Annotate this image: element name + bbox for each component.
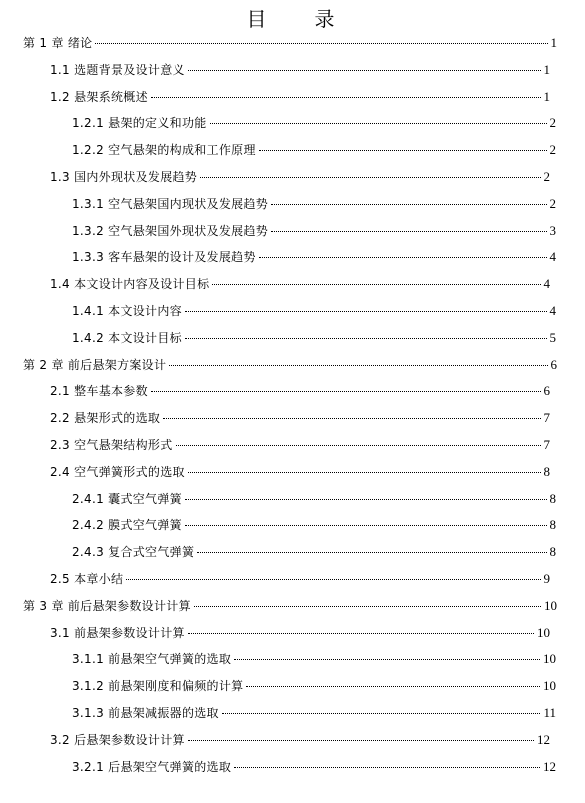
dot-leader bbox=[188, 472, 541, 473]
toc-entry[interactable] bbox=[72, 543, 556, 561]
toc-entry-label: 2.3 空气悬架结构形式 bbox=[50, 438, 173, 452]
toc-entry-page-number: 1 bbox=[550, 35, 557, 50]
toc-entry-page-number: 11 bbox=[543, 705, 556, 720]
toc-entry-label: 3.2.1 后悬架空气弹簧的选取 bbox=[72, 759, 232, 774]
toc-entry[interactable] bbox=[72, 329, 556, 347]
toc-entry[interactable] bbox=[23, 597, 557, 615]
dot-leader bbox=[212, 284, 540, 285]
toc-entry[interactable] bbox=[72, 490, 556, 508]
dot-leader bbox=[259, 150, 547, 151]
toc-entry-label: 第 1 章 绪论 bbox=[23, 36, 93, 50]
dot-leader bbox=[197, 552, 546, 553]
dot-leader bbox=[222, 713, 541, 714]
toc-entry-label: 2.2 悬架形式的选取 bbox=[50, 411, 161, 426]
toc-entry-label: 1.1 选题背景及设计意义 bbox=[50, 62, 185, 77]
dot-leader bbox=[271, 204, 546, 205]
page-title: 目 录 bbox=[246, 7, 349, 31]
toc-entry-page-number: 10 bbox=[543, 678, 556, 694]
toc-entry[interactable] bbox=[72, 302, 556, 320]
dot-leader bbox=[185, 525, 547, 526]
toc-entry[interactable] bbox=[50, 382, 550, 400]
toc-entry-label: 1.3 国内外现状及发展趋势 bbox=[50, 170, 198, 184]
toc-entry[interactable] bbox=[23, 34, 557, 52]
toc-entry[interactable] bbox=[72, 222, 556, 240]
dot-leader bbox=[169, 365, 547, 366]
dot-leader bbox=[163, 418, 540, 419]
toc-entry-page-number: 10 bbox=[543, 651, 556, 667]
toc-entry-label: 1.4.2 本文设计目标 bbox=[72, 330, 182, 345]
dot-leader bbox=[176, 445, 541, 446]
toc-entry[interactable] bbox=[72, 516, 556, 534]
toc-entry-label: 1.4.1 本文设计内容 bbox=[72, 304, 182, 318]
dot-leader bbox=[188, 70, 541, 71]
toc-entry[interactable] bbox=[50, 436, 550, 454]
toc-entry-page-number: 8 bbox=[543, 463, 550, 479]
dot-leader bbox=[259, 257, 547, 258]
dot-leader bbox=[234, 767, 540, 768]
toc-entry[interactable] bbox=[72, 650, 556, 668]
toc-entry-label: 3.1.2 前悬架刚度和偏频的计算 bbox=[72, 679, 244, 694]
dot-leader bbox=[246, 686, 540, 687]
toc-entry-page-number: 12 bbox=[537, 731, 550, 747]
dot-leader bbox=[185, 499, 547, 500]
toc-entry-page-number: 6 bbox=[550, 356, 557, 372]
dot-leader bbox=[188, 633, 534, 634]
toc-entry-page-number: 8 bbox=[549, 490, 556, 506]
toc-entry-label: 1.4 本文设计内容及设计目标 bbox=[50, 277, 210, 292]
toc-entry[interactable] bbox=[72, 114, 556, 132]
dot-leader bbox=[185, 338, 547, 339]
toc-entry-page-number: 9 bbox=[543, 571, 550, 586]
toc-entry[interactable] bbox=[72, 677, 556, 695]
dot-leader bbox=[194, 606, 541, 607]
toc-entry-label: 3.1.1 前悬架空气弹簧的选取 bbox=[72, 652, 232, 667]
toc-entry-label: 2.4 空气弹簧形式的选取 bbox=[50, 464, 185, 479]
toc-entry-label: 3.2 后悬架参数设计计算 bbox=[50, 732, 185, 747]
toc-entry[interactable] bbox=[72, 758, 556, 776]
toc-entry-page-number: 10 bbox=[537, 624, 550, 640]
toc-entry[interactable] bbox=[50, 275, 550, 293]
dot-leader bbox=[126, 579, 540, 580]
toc-entry-label: 1.3.2 空气悬架国外现状及发展趋势 bbox=[72, 223, 269, 238]
toc-entry-page-number: 4 bbox=[549, 249, 556, 265]
toc-entry-page-number: 7 bbox=[543, 437, 550, 452]
toc-entry-page-number: 4 bbox=[549, 303, 556, 318]
toc-entry[interactable] bbox=[50, 409, 550, 427]
dot-leader bbox=[185, 311, 547, 312]
dot-leader bbox=[188, 740, 534, 741]
dot-leader bbox=[95, 43, 547, 44]
toc-entry-label: 3.1 前悬架参数设计计算 bbox=[50, 625, 185, 640]
toc-entry-page-number: 2 bbox=[543, 169, 550, 184]
toc-entry-page-number: 6 bbox=[543, 383, 550, 399]
toc-entry-page-number: 8 bbox=[549, 517, 556, 533]
toc-entry-page-number: 5 bbox=[549, 329, 556, 345]
dot-leader bbox=[200, 177, 540, 178]
toc-entry-page-number: 7 bbox=[543, 410, 550, 426]
dot-leader bbox=[151, 97, 541, 98]
toc-entry-label: 1.2.2 空气悬架的构成和工作原理 bbox=[72, 143, 256, 158]
toc-entry[interactable] bbox=[50, 168, 550, 186]
toc-entry[interactable] bbox=[50, 61, 550, 79]
toc-entry-label: 2.4.2 膜式空气弹簧 bbox=[72, 518, 182, 533]
toc-entry-label: 1.2.1 悬架的定义和功能 bbox=[72, 116, 207, 131]
toc-entry-page-number: 2 bbox=[549, 142, 556, 158]
toc-entry-page-number: 3 bbox=[549, 222, 556, 238]
toc-entry-label: 3.1.3 前悬架减振器的选取 bbox=[72, 706, 219, 720]
dot-leader bbox=[151, 391, 541, 392]
toc-entry-label: 1.2 悬架系统概述 bbox=[50, 89, 148, 104]
toc-entry-page-number: 1 bbox=[543, 88, 550, 104]
toc-entry[interactable] bbox=[50, 570, 550, 588]
toc-entry-label: 1.3.3 客车悬架的设计及发展趋势 bbox=[72, 250, 256, 265]
toc-entry-page-number: 10 bbox=[544, 597, 557, 613]
dot-leader bbox=[234, 659, 540, 660]
toc-entry[interactable] bbox=[72, 704, 556, 722]
toc-entry[interactable] bbox=[72, 248, 556, 266]
toc-entry-page-number: 2 bbox=[549, 195, 556, 211]
toc-entry[interactable] bbox=[50, 88, 550, 106]
toc-entry[interactable] bbox=[72, 141, 556, 159]
toc-entry[interactable] bbox=[50, 731, 550, 749]
toc-entry-label: 第 2 章 前后悬架方案设计 bbox=[23, 357, 167, 372]
toc-entry-label: 2.1 整车基本参数 bbox=[50, 384, 148, 399]
dot-leader bbox=[271, 231, 546, 232]
toc-entry-label: 第 3 章 前后悬架参数设计计算 bbox=[23, 598, 191, 613]
toc-entry[interactable] bbox=[50, 463, 550, 481]
toc-entry[interactable] bbox=[72, 195, 556, 213]
toc-entry-label: 1.3.1 空气悬架国内现状及发展趋势 bbox=[72, 196, 269, 211]
toc-entry[interactable] bbox=[23, 356, 557, 374]
toc-entry-page-number: 2 bbox=[549, 115, 556, 131]
toc-entry[interactable] bbox=[50, 624, 550, 642]
toc-entry-label: 2.5 本章小结 bbox=[50, 572, 124, 586]
dot-leader bbox=[210, 123, 547, 124]
toc-entry-page-number: 4 bbox=[543, 276, 550, 292]
toc-entry-label: 2.4.3 复合式空气弹簧 bbox=[72, 545, 195, 560]
toc-entry-page-number: 8 bbox=[549, 544, 556, 560]
toc-entry-label: 2.4.1 囊式空气弹簧 bbox=[72, 491, 182, 506]
toc-entry-page-number: 1 bbox=[543, 61, 550, 77]
toc-entry-page-number: 12 bbox=[543, 758, 556, 774]
